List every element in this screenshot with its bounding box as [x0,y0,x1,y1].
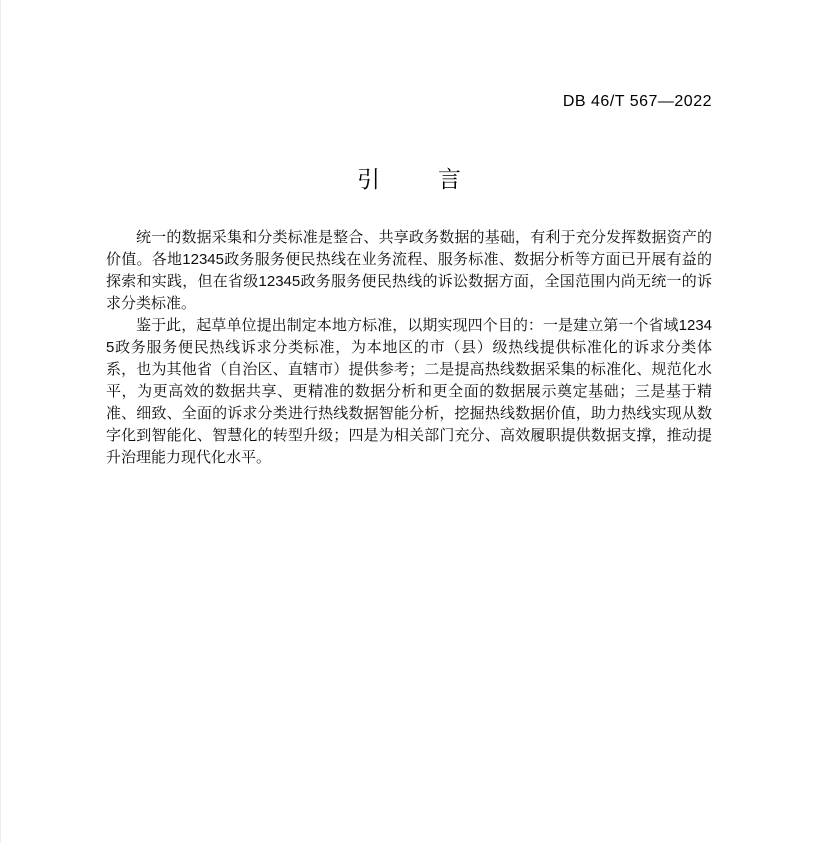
document-header [106,93,712,111]
title-char-second: 言 [438,166,461,192]
foreword-paragraph-1: 统一的数据采集和分类标准是整合、共享政务数据的基础，有利于充分发挥数据资产的价值。各地12345政务服务便民热线在业务流程、服务标准、数据分析等方面已开展有益的探索和实践，但在省级12345政务服务便民热线的诉讼数据方面，全国范围内尚无统一的诉求分类标准。 [106,229,712,312]
title-char-first: 引 [357,166,380,192]
document-body [106,227,712,469]
doc-number: DB 46/T 567—2022 [562,93,712,110]
foreword-paragraph-2: 鉴于此，起草单位提出制定本地方标准，以期实现四个目的：一是建立第一个省域12345政务服务便民热线诉求分类标准，为本地区的市（县）级热线提供标准化的诉求分类体系，也为其他省（自治区、直辖市）提供参考；二是提高热线数据采集的标准化、规范化水平，为更高效的数据共享、更精准的数据分析和更全面的数据展示奠定基础；三是基于精准、细致、全面的诉求分类进行热线数据智能分析，挖掘热线数据价值，助力热线实现从数字化到智能化、智慧化的转型升级；四是为相关部门充分、高效履职提供数据支撑，推动提升治理能力现代化水平。 [106,317,712,466]
page-title [106,161,712,194]
